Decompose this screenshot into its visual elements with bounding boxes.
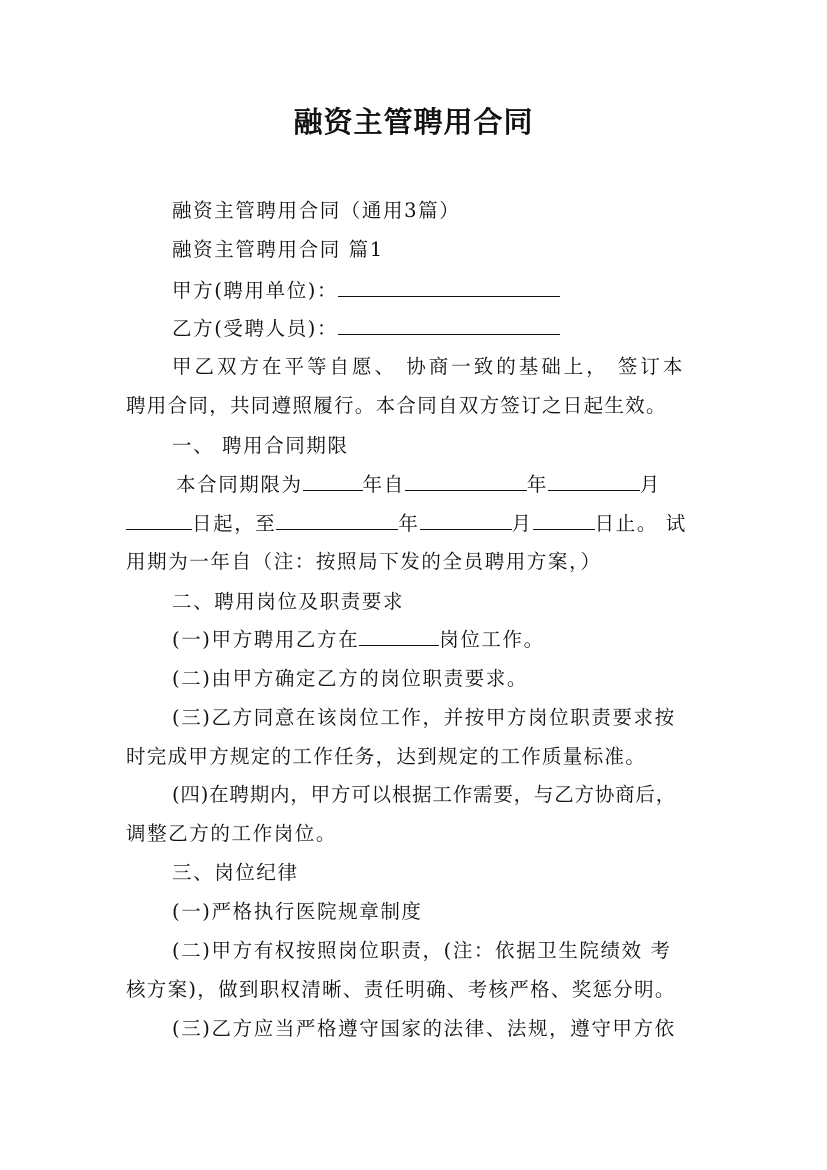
paragraph-line: 调整乙方的工作岗位。: [126, 822, 338, 845]
paragraph-line: (三)乙方应当严格遵守国家的法律、法规，遵守甲方依: [172, 1017, 676, 1040]
paragraph-line: (四)在聘期内，甲方可以根据工作需要，与乙方协商后，: [172, 783, 677, 806]
document-title: 融资主管聘用合同: [293, 105, 534, 139]
blank-field: [303, 470, 363, 491]
term-line-2: [126, 509, 687, 539]
paragraph-line: (二)由甲方确定乙方的岗位职责要求。: [172, 667, 529, 690]
term-text: 月: [511, 512, 533, 535]
term-text: 年: [526, 473, 548, 496]
term-text: 年: [398, 512, 420, 535]
clause-heading-position: 二、聘用岗位及职责要求: [172, 590, 405, 613]
party-a-line: [172, 276, 560, 306]
clause-heading-discipline: 三、岗位纪律: [172, 861, 299, 884]
position-blank: [359, 625, 439, 646]
blank-field: [276, 509, 398, 530]
paragraph-line: 用期为一年自（注：按照局下发的全员聘用方案，）: [126, 550, 602, 573]
paragraph-line: 核方案)，做到职权清晰、责任明确、考核严格、奖惩分明。: [126, 978, 676, 1001]
party-b-label: 乙方(受聘人员)：: [172, 317, 339, 340]
blank-field: [126, 509, 192, 530]
blank-field: [405, 470, 527, 491]
blank-field: [548, 470, 640, 491]
party-a-blank: [338, 276, 560, 297]
term-text: 本合同期限为: [176, 473, 303, 496]
paragraph-line: (二)甲方有权按照岗位职责，(注：依据卫生院绩效 考: [172, 939, 672, 962]
position-text: 岗位工作。: [439, 628, 545, 651]
position-line: [172, 625, 545, 655]
party-b-line: [172, 314, 560, 344]
clause-heading-term: 一、 聘用合同期限: [172, 434, 349, 457]
paragraph-line: 时完成甲方规定的工作任务，达到规定的工作质量标准。: [126, 745, 647, 768]
term-line-1: [176, 470, 661, 500]
paragraph-line: (三)乙方同意在该岗位工作，并按甲方岗位职责要求按: [172, 706, 676, 729]
party-a-label: 甲方(聘用单位)：: [172, 279, 339, 302]
term-text: 日起，至: [192, 512, 277, 535]
term-text: 年自: [362, 473, 405, 496]
section-heading-line: 融资主管聘用合同 篇1: [172, 238, 384, 261]
paragraph-line: 聘用合同，共同遵照履行。本合同自双方签订之日起生效。: [126, 394, 667, 417]
term-text: 月: [639, 473, 662, 496]
party-b-blank: [338, 314, 560, 335]
subtitle-line: 融资主管聘用合同（通用3篇）: [172, 199, 461, 222]
term-text: 日止。 试: [594, 512, 687, 535]
paragraph-line: 甲乙双方在平等自愿、 协商一致的基础上， 签订本: [172, 355, 686, 378]
blank-field: [533, 509, 595, 530]
blank-field: [420, 509, 512, 530]
position-text: (一)甲方聘用乙方在: [172, 628, 360, 651]
paragraph-line: (一)严格执行医院规章制度: [172, 900, 423, 923]
